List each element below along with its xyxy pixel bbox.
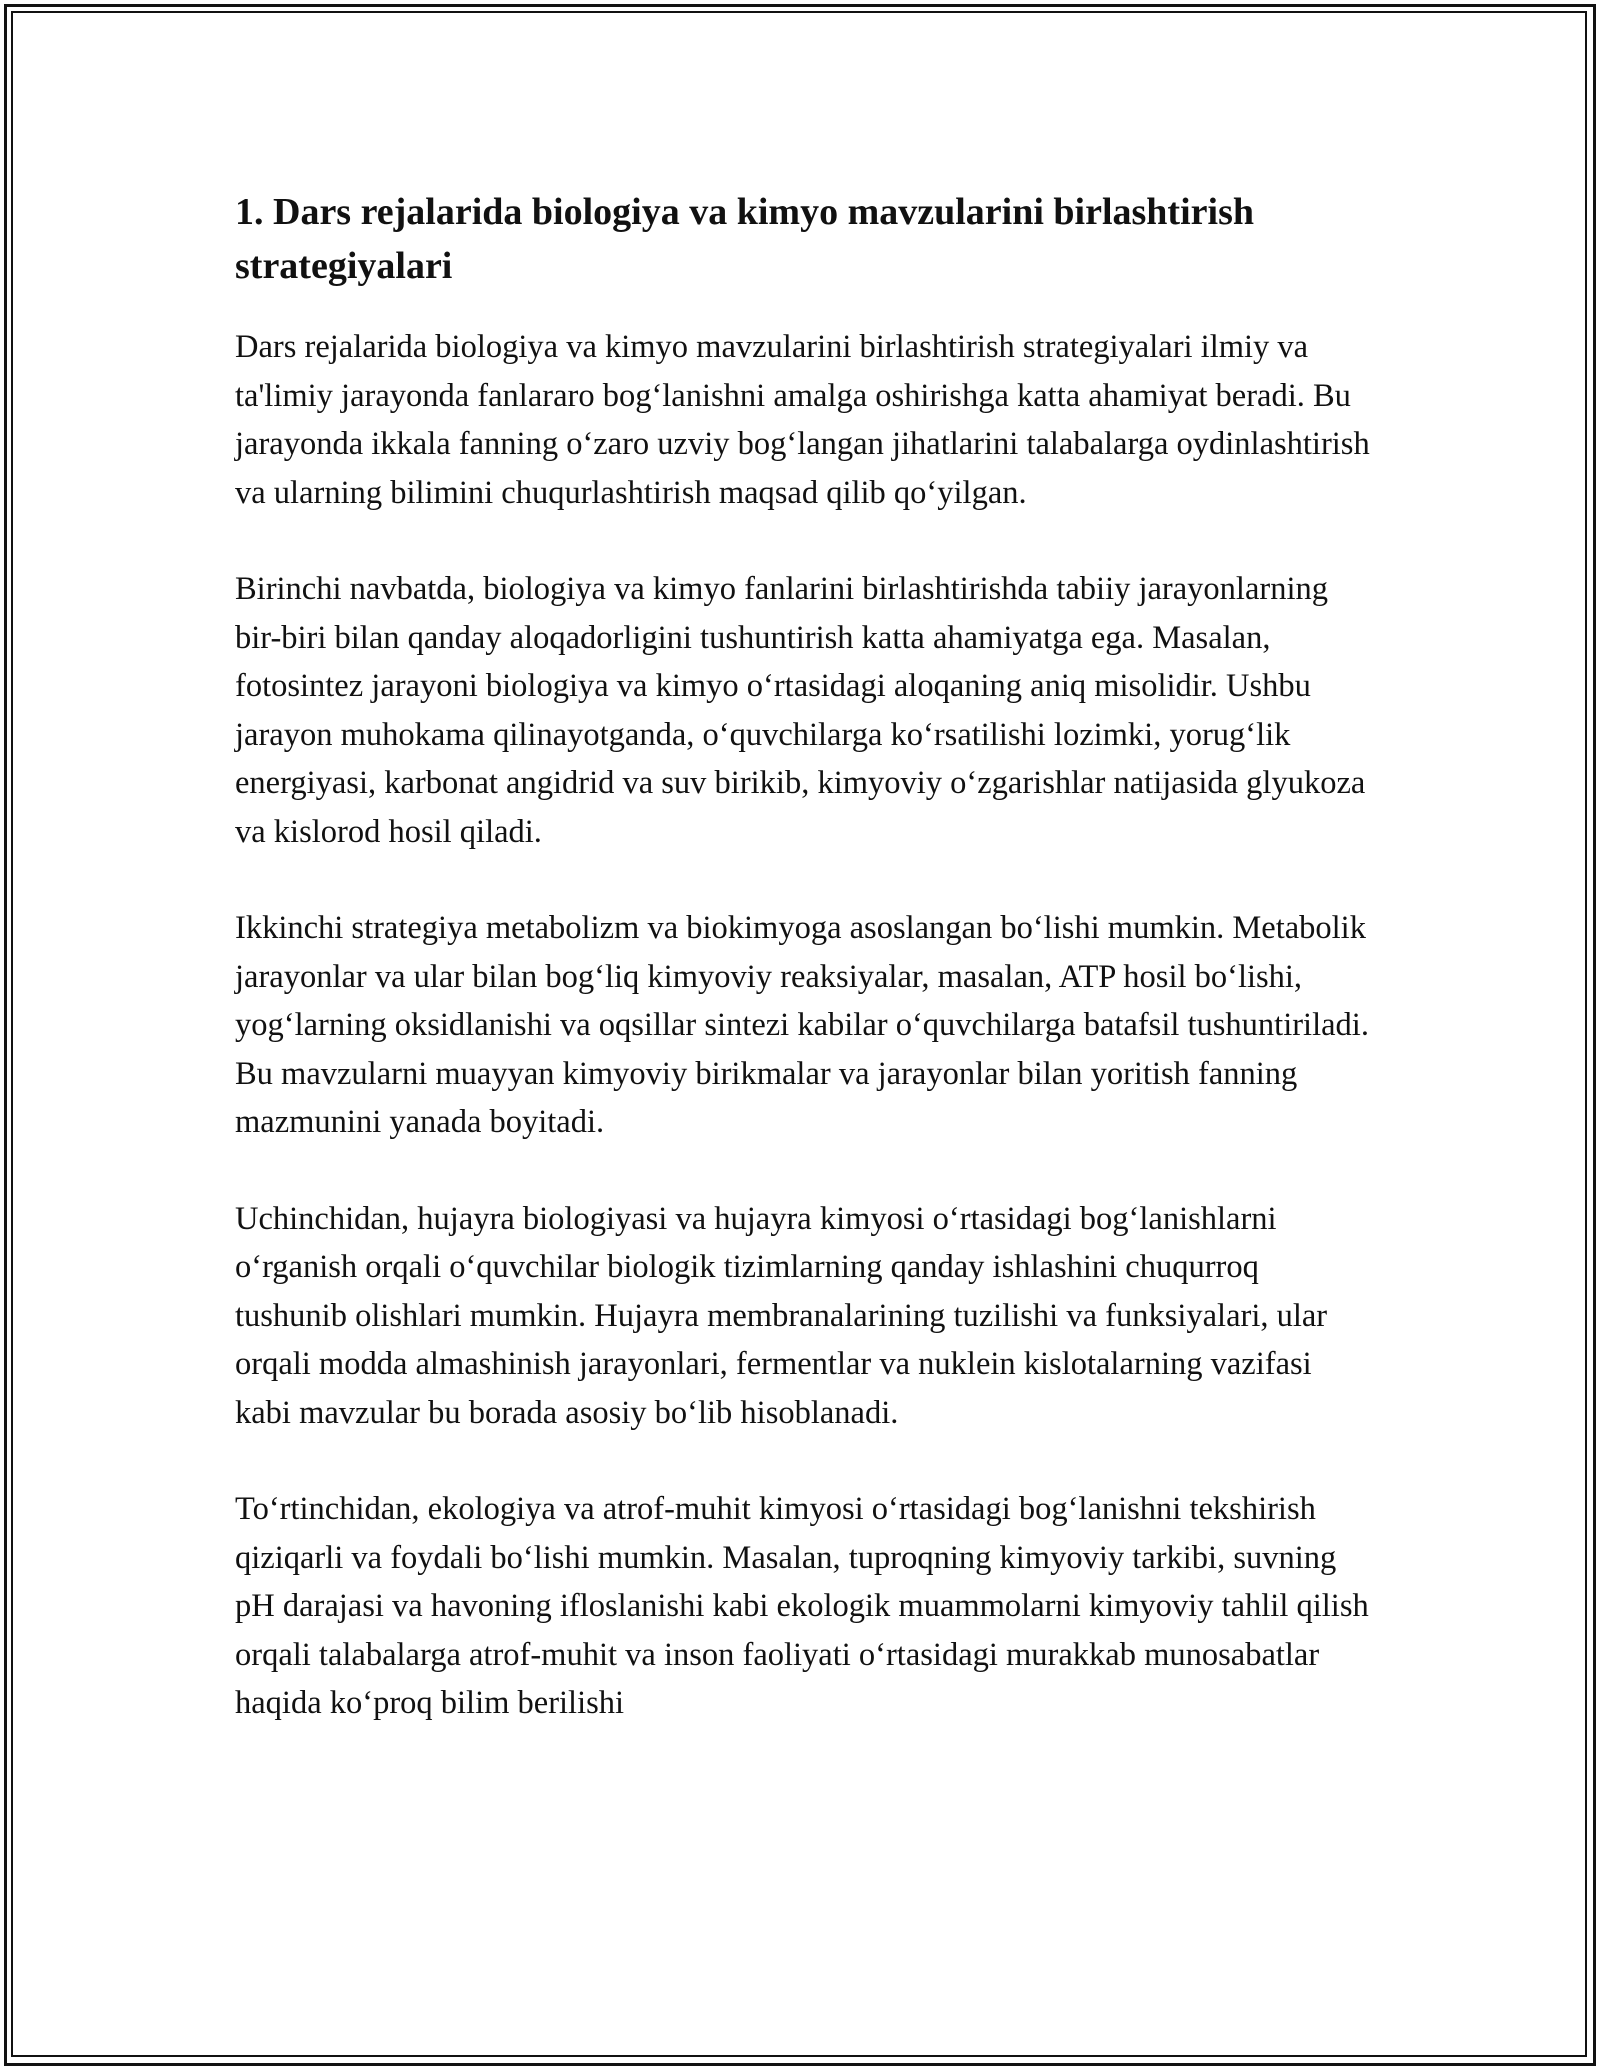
paragraph-1: Dars rejalarida biologiya va kimyo mavzularini birlashtirish strategiyalari ilmiy va ta'limiy jarayonda fanlararo bog‘lanishni amalga oshirishga katta ahamiyat beradi. Bu jarayonda ikkala fanning o‘zaro uzviy bog‘langan jihatlarini talabalarga oydinlashtirish va ularning bilimini chuqurlashtirish maqsad qilib qo‘yilgan. — [235, 329, 1370, 511]
paragraph-4: Uchinchidan, hujayra biologiyasi va hujayra kimyosi o‘rtasidagi bog‘lanishlarni o‘rganish orqali o‘quvchilar biologik tizimlarning qanday ishlashini chuqurroq tushunib olishlari mumkin. Hujayra membranalarining tuzilishi va funksiyalari, ular orqali modda almashinish jarayonlari, fermentlar va nuklein kislotalarning vazifasi kabi mavzular bu borada asosiy bo‘lib hisoblanadi. — [235, 1200, 1328, 1431]
paragraph-3: Ikkinchi strategiya metabolizm va biokimyoga asoslangan bo‘lishi mumkin. Metabolik jarayonlar va ular bilan bog‘liq kimyoviy reaksiyalar, masalan, ATP hosil bo‘lishi, yog‘larning oksidlanishi va oqsillar sintezi kabilar o‘quvchilarga batafsil tushuntiriladi. Bu mavzularni muayyan kimyoviy birikmalar va jarayonlar bilan yoritish fanning mazmunini yanada boyitadi. — [235, 910, 1369, 1140]
section-heading: 1. Dars rejalarida biologiya va kimyo mavzularini birlashtirish strategiyalari — [235, 191, 1254, 287]
document-body — [235, 185, 1375, 1776]
paragraph-2: Birinchi navbatda, biologiya va kimyo fanlarini birlashtirishda tabiiy jarayonlarning bir-biri bilan qanday aloqadorligini tushuntirish katta ahamiyatga ega. Masalan, fotosintez jarayoni biologiya va kimyo o‘rtasidagi aloqaning aniq misolidir. Ushbu jarayon muhokama qilinayotganda, o‘quvchilarga ko‘rsatilishi lozimki, yorug‘lik energiyasi, karbonat angidrid va suv birikib, kimyoviy o‘zgarishlar natijasida glyukoza va kislorod hosil qiladi. — [235, 571, 1366, 850]
paragraph-5: To‘rtinchidan, ekologiya va atrof-muhit kimyosi o‘rtasidagi bog‘lanishni tekshirish qiziqarli va foydali bo‘lishi mumkin. Masalan, tuproqning kimyoviy tarkibi, suvning pH darajasi va havoning ifloslanishi kabi ekologik muammolarni kimyoviy tahlil qilish orqali talabalarga atrof-muhit va inson faoliyati o‘rtasidagi murakkab munosabatlar haqida ko‘proq bilim berilishi — [235, 1491, 1369, 1721]
